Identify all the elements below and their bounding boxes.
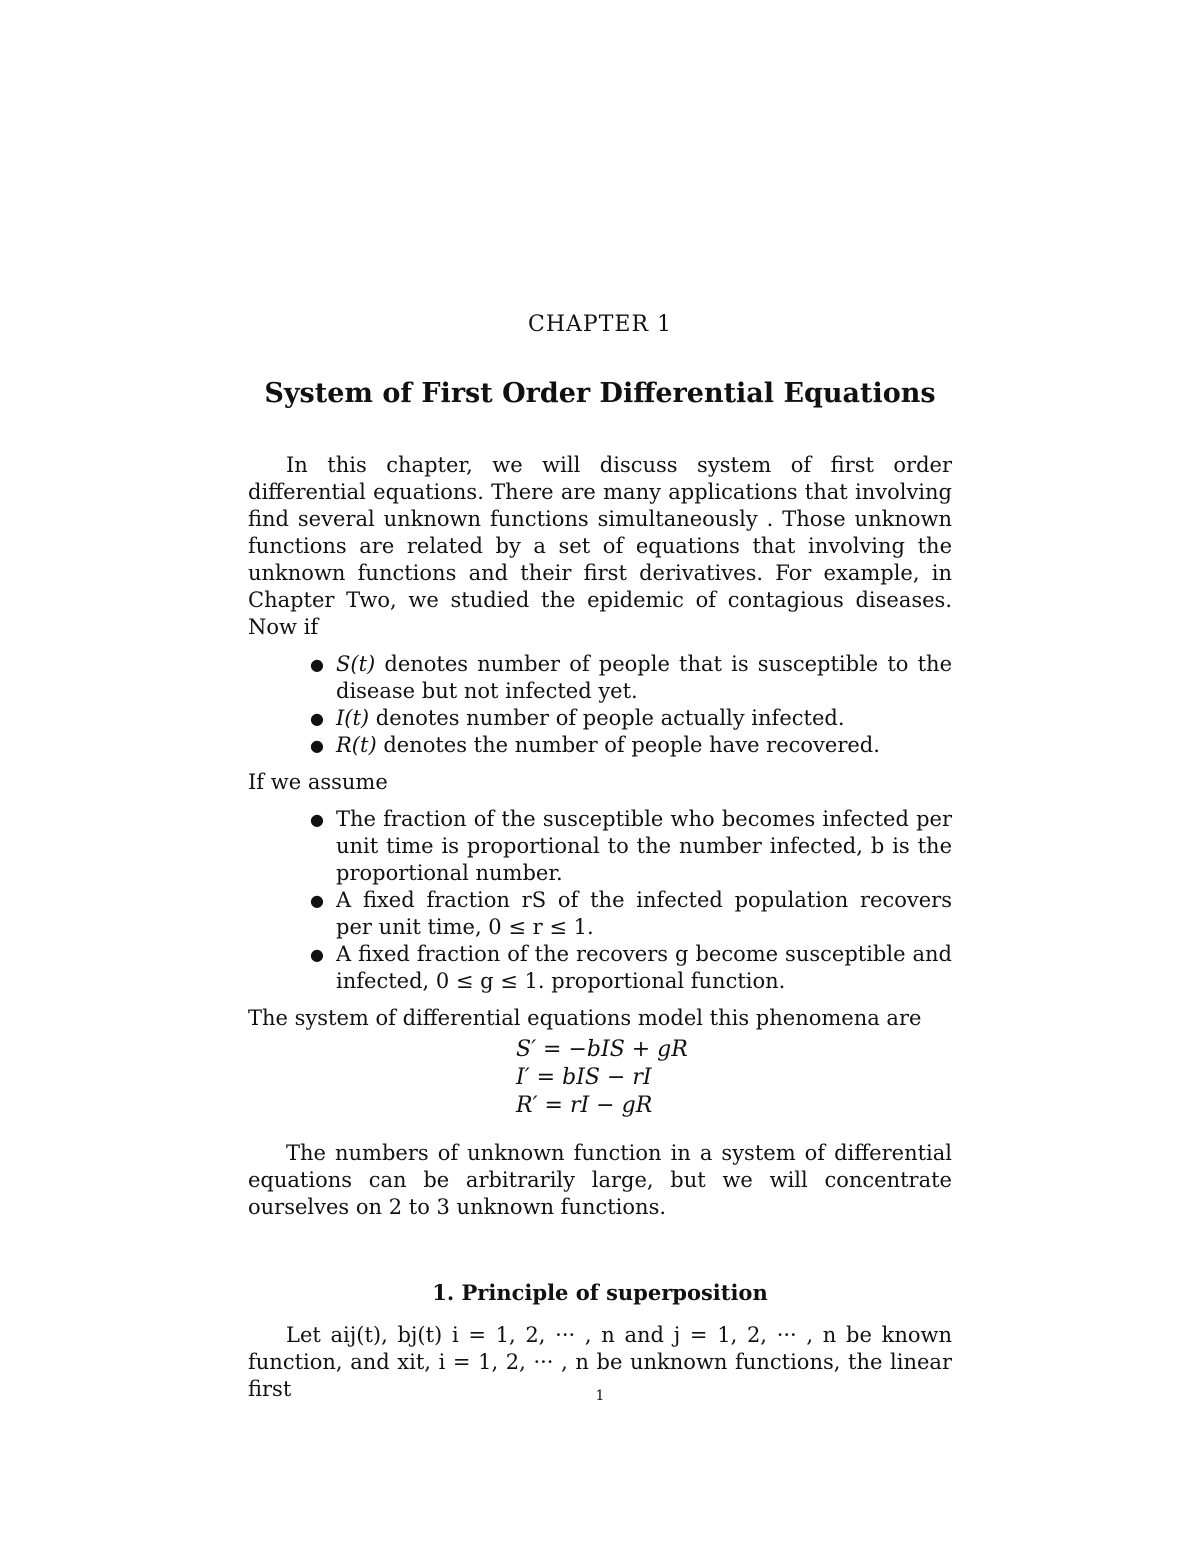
intro-paragraph: In this chapter, we will discuss system of first order differential equations. There are many applications that involving find several unknown functions simultaneously . Those unknown functions are related by a set of equations that involving the unknown functions and their first derivatives. For example, in Chapter Two, we studied the epidemic of contagious diseases. Now if (248, 453, 952, 639)
bullet-icon: ● (310, 810, 324, 829)
equation: R′ = rI − gR (516, 1093, 653, 1118)
math-symbol: I(t) (336, 706, 370, 730)
bullet-icon: ● (310, 945, 324, 964)
assume-lead: If we assume (248, 770, 388, 794)
math-symbol: S(t) (336, 652, 376, 676)
intro-section (248, 452, 952, 1032)
list-item-text: denotes number of people actually infected. (369, 706, 845, 730)
list-item (310, 732, 952, 759)
list-item (310, 941, 952, 995)
equation: S′ = −bIS + gR (516, 1037, 688, 1062)
list-item-text: A fixed fraction rS of the infected population recovers per unit time, 0 ≤ r ≤ 1. (336, 888, 952, 939)
bullet-icon: ● (310, 736, 324, 755)
section-title: 1. Principle of superposition (432, 1280, 768, 1305)
list-item-text: A fixed fraction of the recovers g become susceptible and infected, 0 ≤ g ≤ 1. proportional function. (336, 942, 952, 993)
math-symbol: R(t) (336, 733, 377, 757)
model-lead: The system of differential equations model this phenomena are (248, 1006, 922, 1030)
list-item (310, 705, 952, 732)
list-item-text: denotes the number of people have recovered. (376, 733, 880, 757)
bullet-icon: ● (310, 655, 324, 674)
list-item (310, 651, 952, 705)
list-item (310, 887, 952, 941)
page-number: 1 (595, 1388, 605, 1404)
section-paragraph: Let aij(t), bj(t) i = 1, 2, ··· , n and j = 1, 2, ··· , n be known function, and xit, i = 1, 2, ··· , n be unknown functions, the linear first (248, 1323, 952, 1401)
closing-paragraph: The numbers of unknown function in a system of differential equations can be arbitrarily large, but we will concentrate ourselves on 2 to 3 unknown functions. (248, 1141, 952, 1219)
list-item (310, 806, 952, 887)
assumption-list (248, 806, 952, 995)
closing-section (248, 1140, 952, 1221)
equation: I′ = bIS − rI (516, 1065, 652, 1090)
definition-list (248, 651, 952, 759)
chapter-title: System of First Order Differential Equations (264, 378, 936, 409)
chapter-label: CHAPTER 1 (528, 312, 672, 337)
bullet-icon: ● (310, 891, 324, 910)
list-item-text: The fraction of the susceptible who becomes infected per unit time is proportional to the number infected, b is the proportional number. (336, 807, 952, 885)
list-item-text: denotes number of people that is susceptible to the disease but not infected yet. (336, 652, 952, 703)
equation-system (516, 1036, 688, 1120)
bullet-icon: ● (310, 709, 324, 728)
